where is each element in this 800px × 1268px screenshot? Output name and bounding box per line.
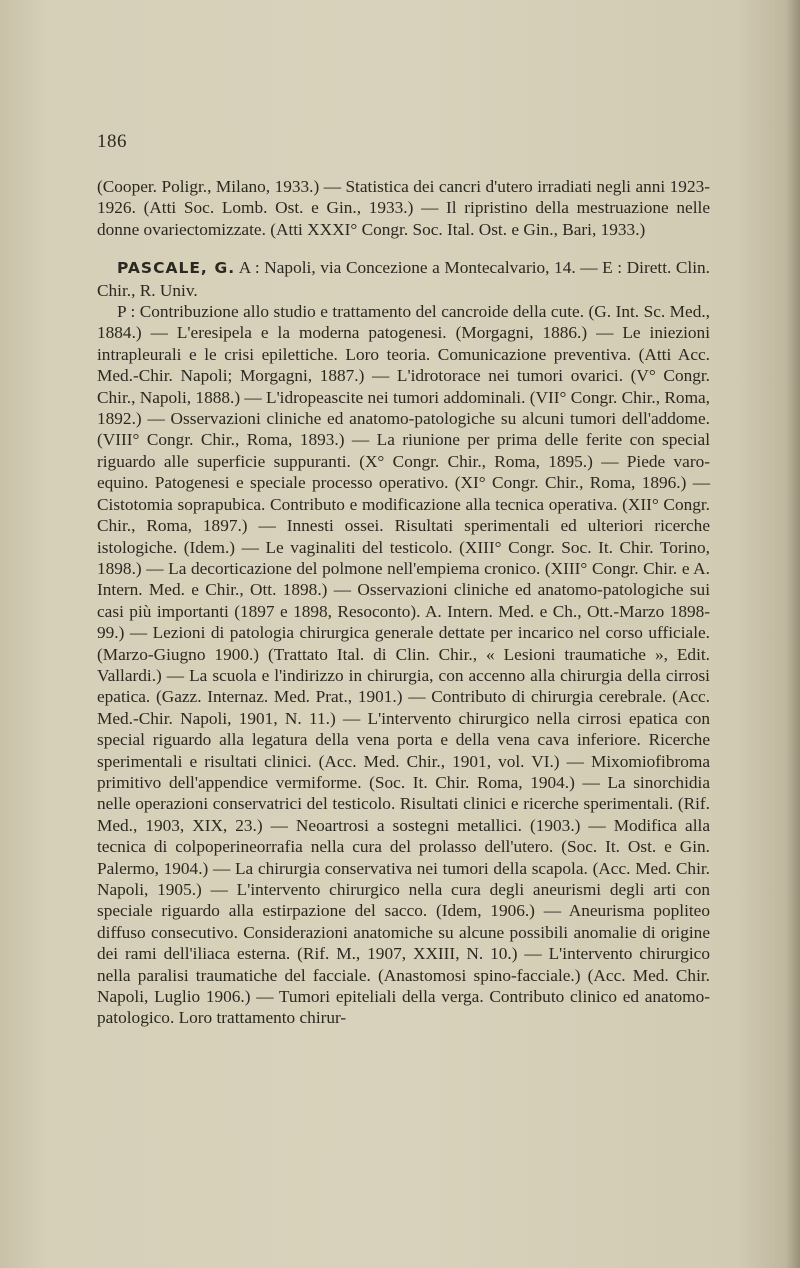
- entry-publications: P : Contribuzione allo studio e trattamento del cancroide della cute. (G. Int. Sc. Med., 1884.) — L'eresipela e la moderna patogenesi. (Morgagni, 1886.) — Le iniezioni intrapleurali e le crisi epilettiche. Loro teoria. Comunicazione preventiva. (Atti Acc. Med.-Chir. Napoli; Morgagni, 1887.) — L'idrotorace nei tumori ovarici. (V° Congr. Chir., Napoli, 1888.) — L'idropeascite nei tumori addominali. (VII° Congr. Chir., Roma, 1892.) — Osservazioni cliniche ed anatomo-patologiche su alcuni tumori dell'addome. (VIII° Congr. Chir., Roma, 1893.) — La riunione per prima delle ferite con special riguardo alle superficie suppuranti. (X° Congr. Chir., Roma, 1895.) — Piede varo-equino. Patogenesi e speciale processo operativo. (XI° Congr. Chir., Roma, 1896.) — Cistotomia soprapubica. Contributo e modificazione alla tecnica operativa. (XII° Congr. Chir., Roma, 1897.) — Innesti ossei. Risultati sperimentali ed ulteriori ricerche istologiche. (Idem.) — Le vaginaliti del testicolo. (XIII° Congr. Soc. It. Chir. Torino, 1898.) — La decorticazione del polmone nell'empiema cronico. (XIII° Congr. Chir. e A. Intern. Med. e Chir., Ott. 1898.) — Osservazioni cliniche ed anatomo-patologiche sui casi più importanti (1897 e 1898, Resoconto). A. Intern. Med. e Ch., Ott.-Marzo 1898-99.) — Lezioni di patologia chirurgica generale dettate per incarico nel corso ufficiale. (Marzo-Giugno 1900.) (Trattato Ital. di Clin. Chir., « Lesioni traumatiche », Edit. Vallardi.) — La scuola e l'indirizzo in chirurgia, con accenno alla chirurgia della cirrosi epatica. (Gazz. Internaz. Med. Prat., 1901.) — Contributo di chirurgia cerebrale. (Acc. Med.-Chir. Napoli, 1901, N. 11.) — L'intervento chirurgico nella cirrosi epatica con special riguardo alla legatura della vena porta e della vena cava inferiore. Ricerche sperimentali e risultati clinici. (Acc. Med. Chir., 1901, vol. VI.) — Mixomiofibroma primitivo dell'appendice vermiforme. (Soc. It. Chir. Roma, 1904.) — La sinorchidia nelle operazioni conservatrici del testicolo. Risultati clinici e ricerche sperimentali. (Rif. Med., 1903, XIX, 23.) — Neoartrosi a sostegni metallici. (1903.) — Modifica alla tecnica di colpoperineorrafia nella cura del prolasso dell'utero. (Soc. It. Ost. e Gin. Palermo, 1904.) — La chirurgia conservativa nei tumori della scapola. (Acc. Med. Chir. Napoli, 1905.) — L'intervento chirurgico nella cura degli aneurismi degli arti con speciale riguardo alla estirpazione del sacco. (Idem, 1906.) — Aneurisma popliteo diffuso consecutivo. Considerazioni anatomiche su alcune possibili anomalie di origine dei rami dell'iliaca esterna. (Rif. M., 1907, XXIII, N. 10.) — L'intervento chirurgico nella paralisi traumatiche del facciale. (Anastomosi spino-facciale.) (Acc. Med. Chir. Napoli, Luglio 1906.) — Tumori epiteliali della verga. Contributo clinico ed anatomo-patologico. Loro trattamento chirur-: [97, 302, 710, 1028]
- continuation-paragraph: (Cooper. Poligr., Milano, 1933.) — Statistica dei cancri d'utero irradiati negli anni 1923-1926. (Atti Soc. Lomb. Ost. e Gin., 1933.) — Il ripristino della mestruazione nelle donne ovariectomizzate. (Atti XXXI° Congr. Soc. Ital. Ost. e Gin., Bari, 1933.): [97, 177, 710, 239]
- page-edge-shadow: [786, 0, 800, 1268]
- page-body: [97, 176, 710, 1029]
- page-number: 186: [97, 131, 127, 152]
- entry-header-paragraph: [97, 257, 710, 301]
- entry-address: A : Napoli, via Concezione a Montecalvario, 14. — E : Dirett. Clin. Chir., R. Univ.: [97, 258, 711, 300]
- entry-name: PASCALE, G.: [117, 259, 236, 278]
- paragraph-gap: [97, 240, 710, 257]
